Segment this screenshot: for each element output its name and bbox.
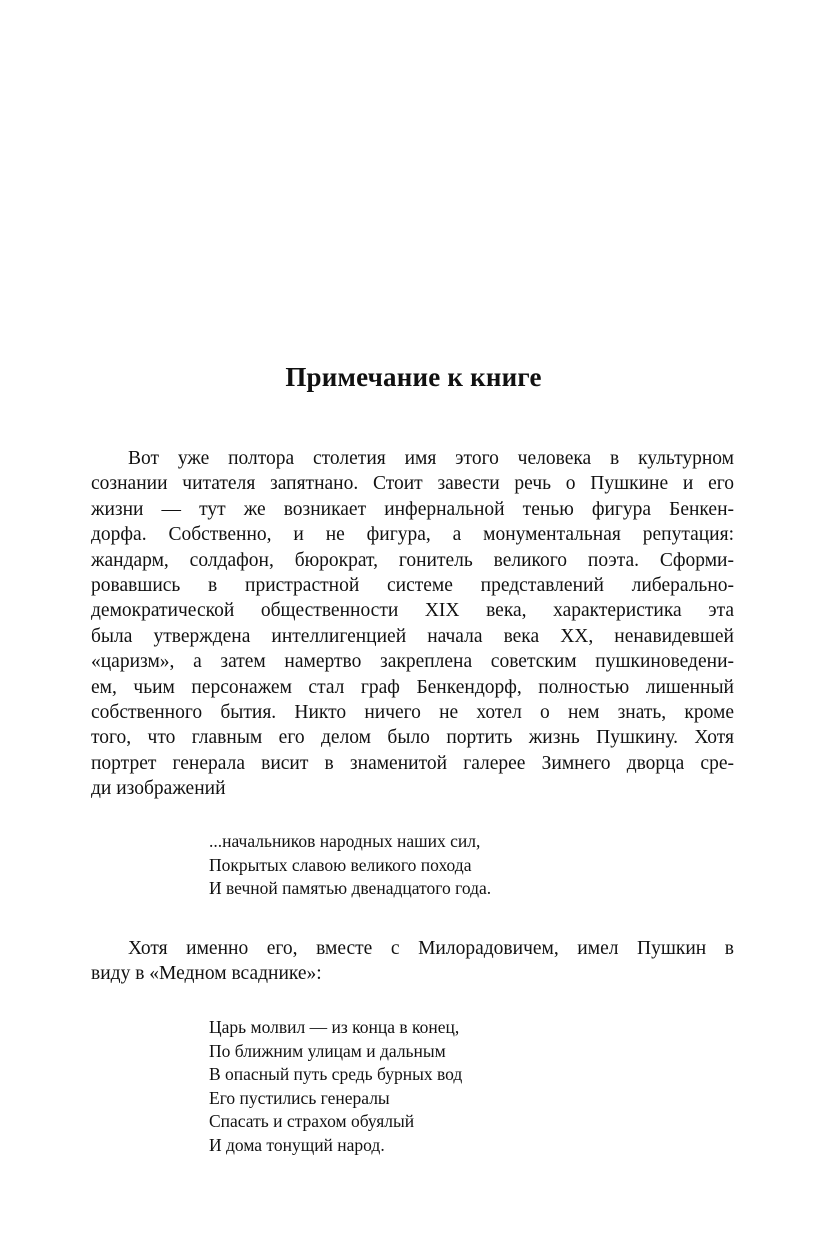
text-line: ем, чьим персонажем стал граф Бенкендорф, полностью лишенный [91,676,734,698]
text-line: портрет генерала висит в знаменитой галерее Зимнего дворца сре- [91,752,734,774]
verse-line: Царь молвил — из конца в конец, [209,1017,460,1037]
text-line: сознании читателя запятнано. Стоит завести речь о Пушкине и его [91,473,734,495]
verse-line: Спасать и страхом обуялый [209,1111,415,1131]
verse-line: И дома тонущий народ. [209,1134,385,1155]
paragraph-bronze-horseman [91,936,734,987]
text-line: виду в «Медном всаднике»: [91,963,322,985]
text-line: собственного бытия. Никто ничего не хотел о нем знать, кроме [91,702,734,724]
text-line: демократической общественности XIX века, характеристика эта [91,600,734,622]
text-line: ди изображений [91,778,226,800]
text-line: Хотя именно его, вместе с Милорадовичем, имел Пушкин в [128,938,734,959]
verse-quote-2 [209,1016,462,1157]
verse-line: По ближним улицам и дальным [209,1040,446,1061]
text-line: Вот уже полтора столетия имя этого человека в культурном [128,448,734,469]
text-line: жизни — тут же возникает инфернальной тенью фигура Бенкен- [91,498,734,520]
verse-line: В опасный путь средь бурных вод [209,1064,463,1084]
page-title: Примечание к книге [285,362,542,392]
verse-line: И вечной памятью двенадцатого года. [209,878,492,898]
paragraph-intro [91,446,734,802]
text-line: дорфа. Собственно, и не фигура, а монументальная репутация: [91,524,734,546]
text-line: того, что главным его делом было портить жизнь Пушкину. Хотя [91,727,734,749]
verse-line: Покрытых славою великого похода [209,854,472,875]
text-line: была утверждена интеллигенцией начала века XX, ненавидевшей [91,625,734,647]
verse-quote-1 [209,830,491,901]
verse-line: Его пустились генералы [209,1087,390,1108]
text-line: жандарм, солдафон, бюрократ, гонитель великого поэта. Сформи- [91,549,734,571]
text-line: ровавшись в пристрастной системе представлений либерально- [91,575,734,597]
text-line: «царизм», а затем намертво закреплена советским пушкиноведени- [91,651,734,673]
verse-line: ...начальников народных наших сил, [209,831,481,851]
